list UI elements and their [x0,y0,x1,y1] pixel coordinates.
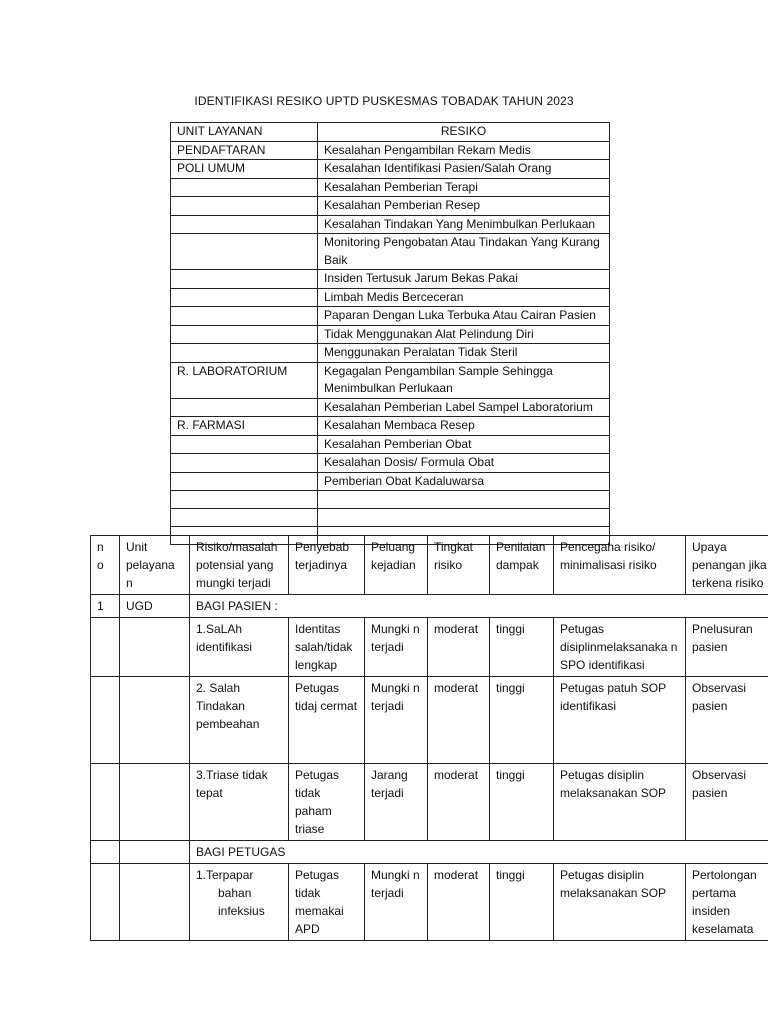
header-impact: Penilaian dampak [490,536,554,595]
table-row [171,270,610,289]
table-row [91,618,768,677]
cell-risk: Kesalahan Pemberian Terapi [318,178,610,197]
cell-unit [171,178,318,197]
cell-risk: Insiden Tertusuk Jarum Bekas Pakai [318,270,610,289]
cell-prevention: Petugas disiplinmelaksanaka n SPO identifikasi [554,618,686,677]
table-row [91,764,768,841]
risk-detail-table [90,535,768,941]
cell-chance: Mungki n terjadi [365,677,428,764]
group-label: BAGI PASIEN : [190,595,768,618]
cell-risk: Kesalahan Tindakan Yang Menimbulkan Perlukaan [318,215,610,234]
table-row [171,362,610,398]
cell-risk: Kesalahan Pemberian Obat [318,435,610,454]
header-risk: Risiko/masalah potensial yang mungki terjadi [190,536,289,595]
header-cause: Penyebab terjadinya [289,536,365,595]
cell-impact: tinggi [490,677,554,764]
unit-row [91,595,768,618]
cell-risk: 2. Salah Tindakan pembeahan [190,677,289,764]
document-title: IDENTIFIKASI RESIKO UPTD PUSKESMAS TOBADAK TAHUN 2023 [194,94,574,108]
table-header-row [171,123,610,142]
table-row [171,141,610,160]
cell-unit [171,234,318,270]
cell-risk: Kesalahan Membaca Resep [318,417,610,436]
table-row [171,307,610,326]
cell-risk [190,864,289,941]
cell-unit [171,344,318,363]
cell-unit [171,215,318,234]
cell-prevention: Petugas patuh SOP identifikasi [554,677,686,764]
cell-risk: 1.SaLAh identifikasi [190,618,289,677]
header-prevention: Pencegaha risiko/ minimalisasi risiko [554,536,686,595]
cell-unit [171,270,318,289]
risk-identification-table [170,122,610,545]
cell-risk: Limbah Medis Berceceran [318,288,610,307]
cell-unit: R. FARMASI [171,417,318,436]
cell-chance: Mungki n terjadi [365,864,428,941]
table-row [171,178,610,197]
cell-level: moderat [428,618,490,677]
cell-unit: POLI UMUM [171,160,318,179]
cell-risk: Tidak Menggunakan Alat Pelindung Diri [318,325,610,344]
cell-risk: Kegagalan Pengambilan Sample Sehingga Menimbulkan Perlukaan [318,362,610,398]
row-number: 1 [91,595,120,618]
cell-cause: Petugas tidaj cermat [289,677,365,764]
cell-risk: Monitoring Pengobatan Atau Tindakan Yang Kurang Baik [318,234,610,270]
table-row [171,344,610,363]
cell-impact: tinggi [490,864,554,941]
header-risk: RESIKO [318,123,610,142]
table-row [171,454,610,473]
header-handling: Upaya penangan jika terkena risiko [686,536,768,595]
risk-number: 1.Terpapar [196,868,254,882]
cell-risk: Kesalahan Identifikasi Pasien/Salah Orang [318,160,610,179]
table-row [171,234,610,270]
header-no: n o [91,536,120,595]
table-row [171,509,610,527]
cell-risk: Menggunakan Peralatan Tidak Steril [318,344,610,363]
cell-unit [171,435,318,454]
cell-risk: Pemberian Obat Kadaluwarsa [318,472,610,491]
cell-prevention: Petugas disiplin melaksanakan SOP [554,864,686,941]
header-level: Tingkat risiko [428,536,490,595]
cell-cause: Identitas salah/tidak lengkap [289,618,365,677]
detail-header-row [91,536,768,595]
cell-unit [171,307,318,326]
cell-risk: Kesalahan Pemberian Resep [318,197,610,216]
header-unit: Unit pelayana n [120,536,190,595]
cell-risk [318,509,610,527]
table-row [171,215,610,234]
cell-handling: Observasi pasien [686,764,768,841]
cell-chance: Mungki n terjadi [365,618,428,677]
risk-text: bahan infeksius [218,886,265,918]
table-row [171,398,610,417]
cell-risk: Kesalahan Pengambilan Rekam Medis [318,141,610,160]
table-row [91,677,768,764]
cell-cause: Petugas tidak paham triase [289,764,365,841]
table-row [171,160,610,179]
cell-unit: R. LABORATORIUM [171,362,318,398]
cell-unit [171,398,318,417]
cell-cause: Petugas tidak memakai APD [289,864,365,941]
table-row [91,864,768,941]
cell-handling: Pnelusuran pasien [686,618,768,677]
table-row [171,417,610,436]
cell-prevention: Petugas disiplin melaksanakan SOP [554,764,686,841]
cell-unit [171,325,318,344]
table-row [171,197,610,216]
cell-handling: Observasi pasien [686,677,768,764]
header-unit: UNIT LAYANAN [171,123,318,142]
cell-chance: Jarang terjadi [365,764,428,841]
cell-unit [171,454,318,473]
group-row [91,841,768,864]
cell-impact: tinggi [490,618,554,677]
table-row [171,325,610,344]
table-row [171,288,610,307]
cell-unit [171,197,318,216]
cell-impact: tinggi [490,764,554,841]
table-row [171,472,610,491]
cell-unit [171,288,318,307]
table-row [171,491,610,509]
cell-level: moderat [428,864,490,941]
cell-risk: Kesalahan Dosis/ Formula Obat [318,454,610,473]
cell-unit [171,472,318,491]
cell-handling: Pertolongan pertama insiden keselamata [686,864,768,941]
cell-risk: Paparan Dengan Luka Terbuka Atau Cairan Pasien [318,307,610,326]
cell-level: moderat [428,764,490,841]
cell-unit [171,491,318,509]
cell-risk [318,491,610,509]
cell-risk: Kesalahan Pemberian Label Sampel Laboratorium [318,398,610,417]
row-unit: UGD [120,595,190,618]
cell-unit [171,509,318,527]
group-label: BAGI PETUGAS [190,841,768,864]
header-chance: Peluang kejadian [365,536,428,595]
cell-unit: PENDAFTARAN [171,141,318,160]
cell-risk: 3.Triase tidak tepat [190,764,289,841]
table-row [171,435,610,454]
cell-level: moderat [428,677,490,764]
